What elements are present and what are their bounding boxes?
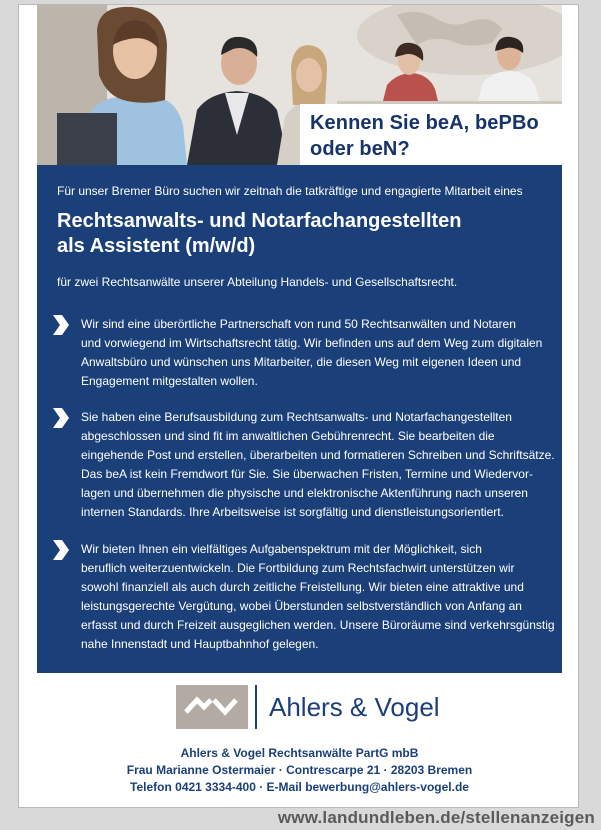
headline-box [300,104,562,165]
intro-text: Für unser Bremer Büro suchen wir zeitnah die tatkräftige und engagierte Mitarbeit eines [57,184,523,198]
company-name: Ahlers & Vogel Rechtsanwälte PartG mbB [180,746,419,760]
bullet-text: Wir bieten Ihnen ein vielfältiges Aufgabenspektrum mit der Möglichkeit, sich beruflich weiterzuentwickeln. Die Fortbildung zum Rechtsfachwirt unterstützen wir sowohl finanziell als auch durch zeitliche Freistellung. Wir bieten eine attraktive und leistungsgerechte Vergütung, wobei Überstunden selbstverständlich von Anfang an erfasst und durch Freizeit ausgeglichen werden. Unsere Büroräume sind verkehrsgünstig nahe Innenstadt und Hauptbahnhof gelegen. [81,542,555,651]
av-logo-mark [176,685,248,729]
bullet-company [57,315,557,391]
bullet-offer [57,540,557,654]
job-title [57,209,462,259]
job-advertisement [18,4,579,808]
chevron-right-icon [51,314,69,336]
headline-line-2: oder beN? [310,138,410,160]
job-title-line-2: als Assistent (m/w/d) [57,235,256,257]
job-title-line-1: Rechtsanwalts- und Notarfachangestellten [57,210,462,232]
content-panel [37,165,562,673]
headline-line-1: Kennen Sie beA, bePBo [310,112,539,134]
logo-divider [255,685,257,729]
chevron-right-icon [51,539,69,561]
source-url: www.landundleben.de/stellenanzeigen [277,808,595,827]
contact-phone-email: Telefon 0421 3334-400 · E-Mail bewerbung@ahlers-vogel.de [130,780,469,794]
job-subtitle: für zwei Rechtsanwälte unserer Abteilung Handels- und Gesellschaftsrecht. [57,275,458,289]
bullet-requirements [57,408,557,522]
bullet-text: Wir sind eine überörtliche Partnerschaft von rund 50 Rechtsanwälten und Notaren und vorwiegend im Wirtschaftsrecht tätig. Wir befinden uns auf dem Weg zum digitalen Anwaltsbüro und wünschen uns Mitarbeiter, die diesen Weg mit eigenen Ideen und Engagement mitgestalten wollen. [81,317,543,388]
logo-wordmark: Ahlers & Vogel [269,692,440,722]
contact-address: Frau Marianne Ostermaier · Contrescarpe 21 · 28203 Bremen [126,763,473,777]
bullet-text: Sie haben eine Berufsausbildung zum Rechtsanwalts- und Notarfachangestellten abgeschlossen und sind fit im anwaltlichen Gebührenrecht. Sie bearbeiten die eingehende Post und erstellen, überarbeiten und formatieren Schreiben und Schriftsätze. Das beA ist kein Fremdwort für Sie. Sie überwachen Fristen, Termine und Wiedervor- lagen und übernehmen die physische und elektronische Aktenführung nach unseren internen Standards. Ihre Arbeitsweise ist sorgfältig und dienstleistungsorientiert. [81,410,555,519]
contact-block [19,745,580,796]
av-logo-icon [176,685,248,729]
chevron-right-icon [51,407,69,429]
